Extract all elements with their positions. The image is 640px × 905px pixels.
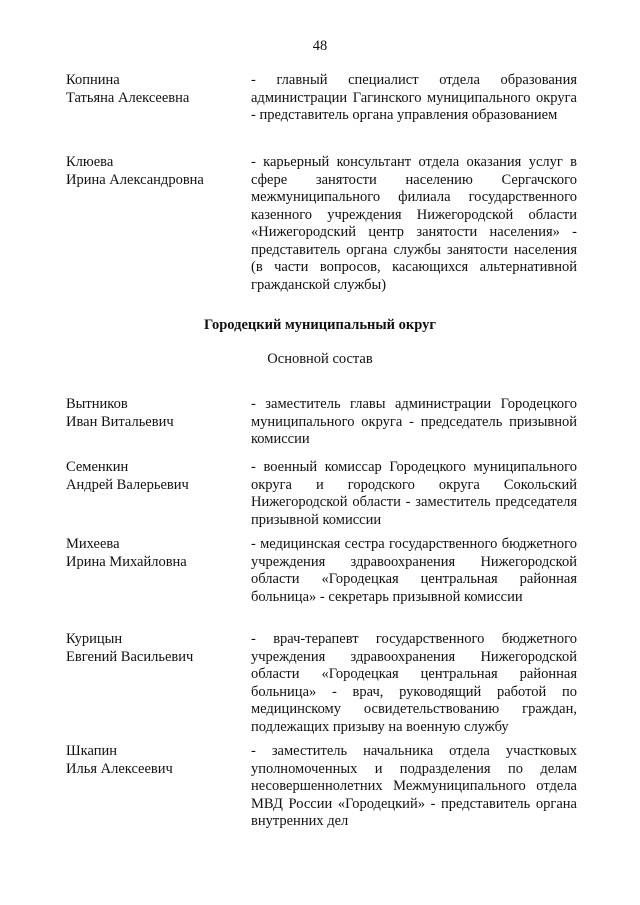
member-given-names: Иван Витальевич	[66, 413, 174, 430]
member-given-names: Андрей Валерьевич	[66, 476, 189, 493]
member-name	[66, 536, 251, 606]
member-surname: Шкапин	[66, 743, 117, 759]
member-given-names: Илья Алексеевич	[66, 760, 173, 777]
subsection-title: Основной состав	[267, 351, 373, 367]
member-given-names: Ирина Александровна	[66, 171, 204, 188]
member-surname: Клюева	[66, 154, 114, 170]
member-entry	[66, 743, 576, 831]
member-name	[66, 631, 251, 736]
member-role: - заместитель начальника отдела участковых уполномоченных и подразделения по делам несовершеннолетних Межмуниципального отдела МВД России «Городецкий» - представитель органа внутренних дел	[251, 743, 577, 829]
member-surname: Вытников	[66, 396, 128, 412]
member-entry	[66, 459, 576, 529]
page-number: 48	[312, 38, 328, 54]
member-role: - главный специалист отдела образования администрации Гагинского муниципального округа - представитель органа управления образованием	[251, 72, 577, 123]
member-name	[66, 154, 251, 294]
member-role: - заместитель главы администрации Городецкого муниципального округа - председатель призывной комиссии	[251, 396, 577, 447]
member-entry	[66, 631, 576, 736]
member-name	[66, 459, 251, 529]
member-name	[66, 743, 251, 831]
member-entry	[66, 536, 576, 606]
member-name	[66, 72, 251, 125]
member-surname: Курицын	[66, 631, 123, 647]
member-role: - врач-терапевт государственного бюджетного учреждения здравоохранения Нижегородской области «Городецкая центральная районная больница» - врач, руководящий работой по медицинскому освидетельствованию граждан, подлежащих призыву на военную службу	[251, 631, 577, 735]
member-name	[66, 396, 251, 449]
member-role: - медицинская сестра государственного бюджетного учреждения здравоохранения Нижегородской области «Городецкая центральная районная больница» - секретарь призывной комиссии	[251, 536, 577, 605]
member-given-names: Ирина Михайловна	[66, 553, 187, 570]
member-surname: Михеева	[66, 536, 120, 552]
section-title: Городецкий муниципальный округ	[204, 317, 436, 333]
member-surname: Семенкин	[66, 459, 129, 475]
member-surname: Копнина	[66, 72, 120, 88]
member-role: - карьерный консультант отдела оказания услуг в сфере занятости населению Сергачского межмуниципального филиала государственного казенного учреждения Нижегородской области «Нижегородский центр занятости населения» - представитель органа службы занятости населения (в части вопросов, касающихся альтернативной гражданской службы)	[251, 154, 577, 293]
member-entry	[66, 72, 576, 125]
member-role: - военный комиссар Городецкого муниципального округа и городского округа Сокольский Нижегородской области - заместитель председателя призывной комиссии	[251, 459, 577, 528]
member-entry	[66, 396, 576, 449]
member-given-names: Евгений Васильевич	[66, 648, 194, 665]
member-given-names: Татьяна Алексеевна	[66, 89, 190, 106]
member-entry	[66, 154, 576, 294]
